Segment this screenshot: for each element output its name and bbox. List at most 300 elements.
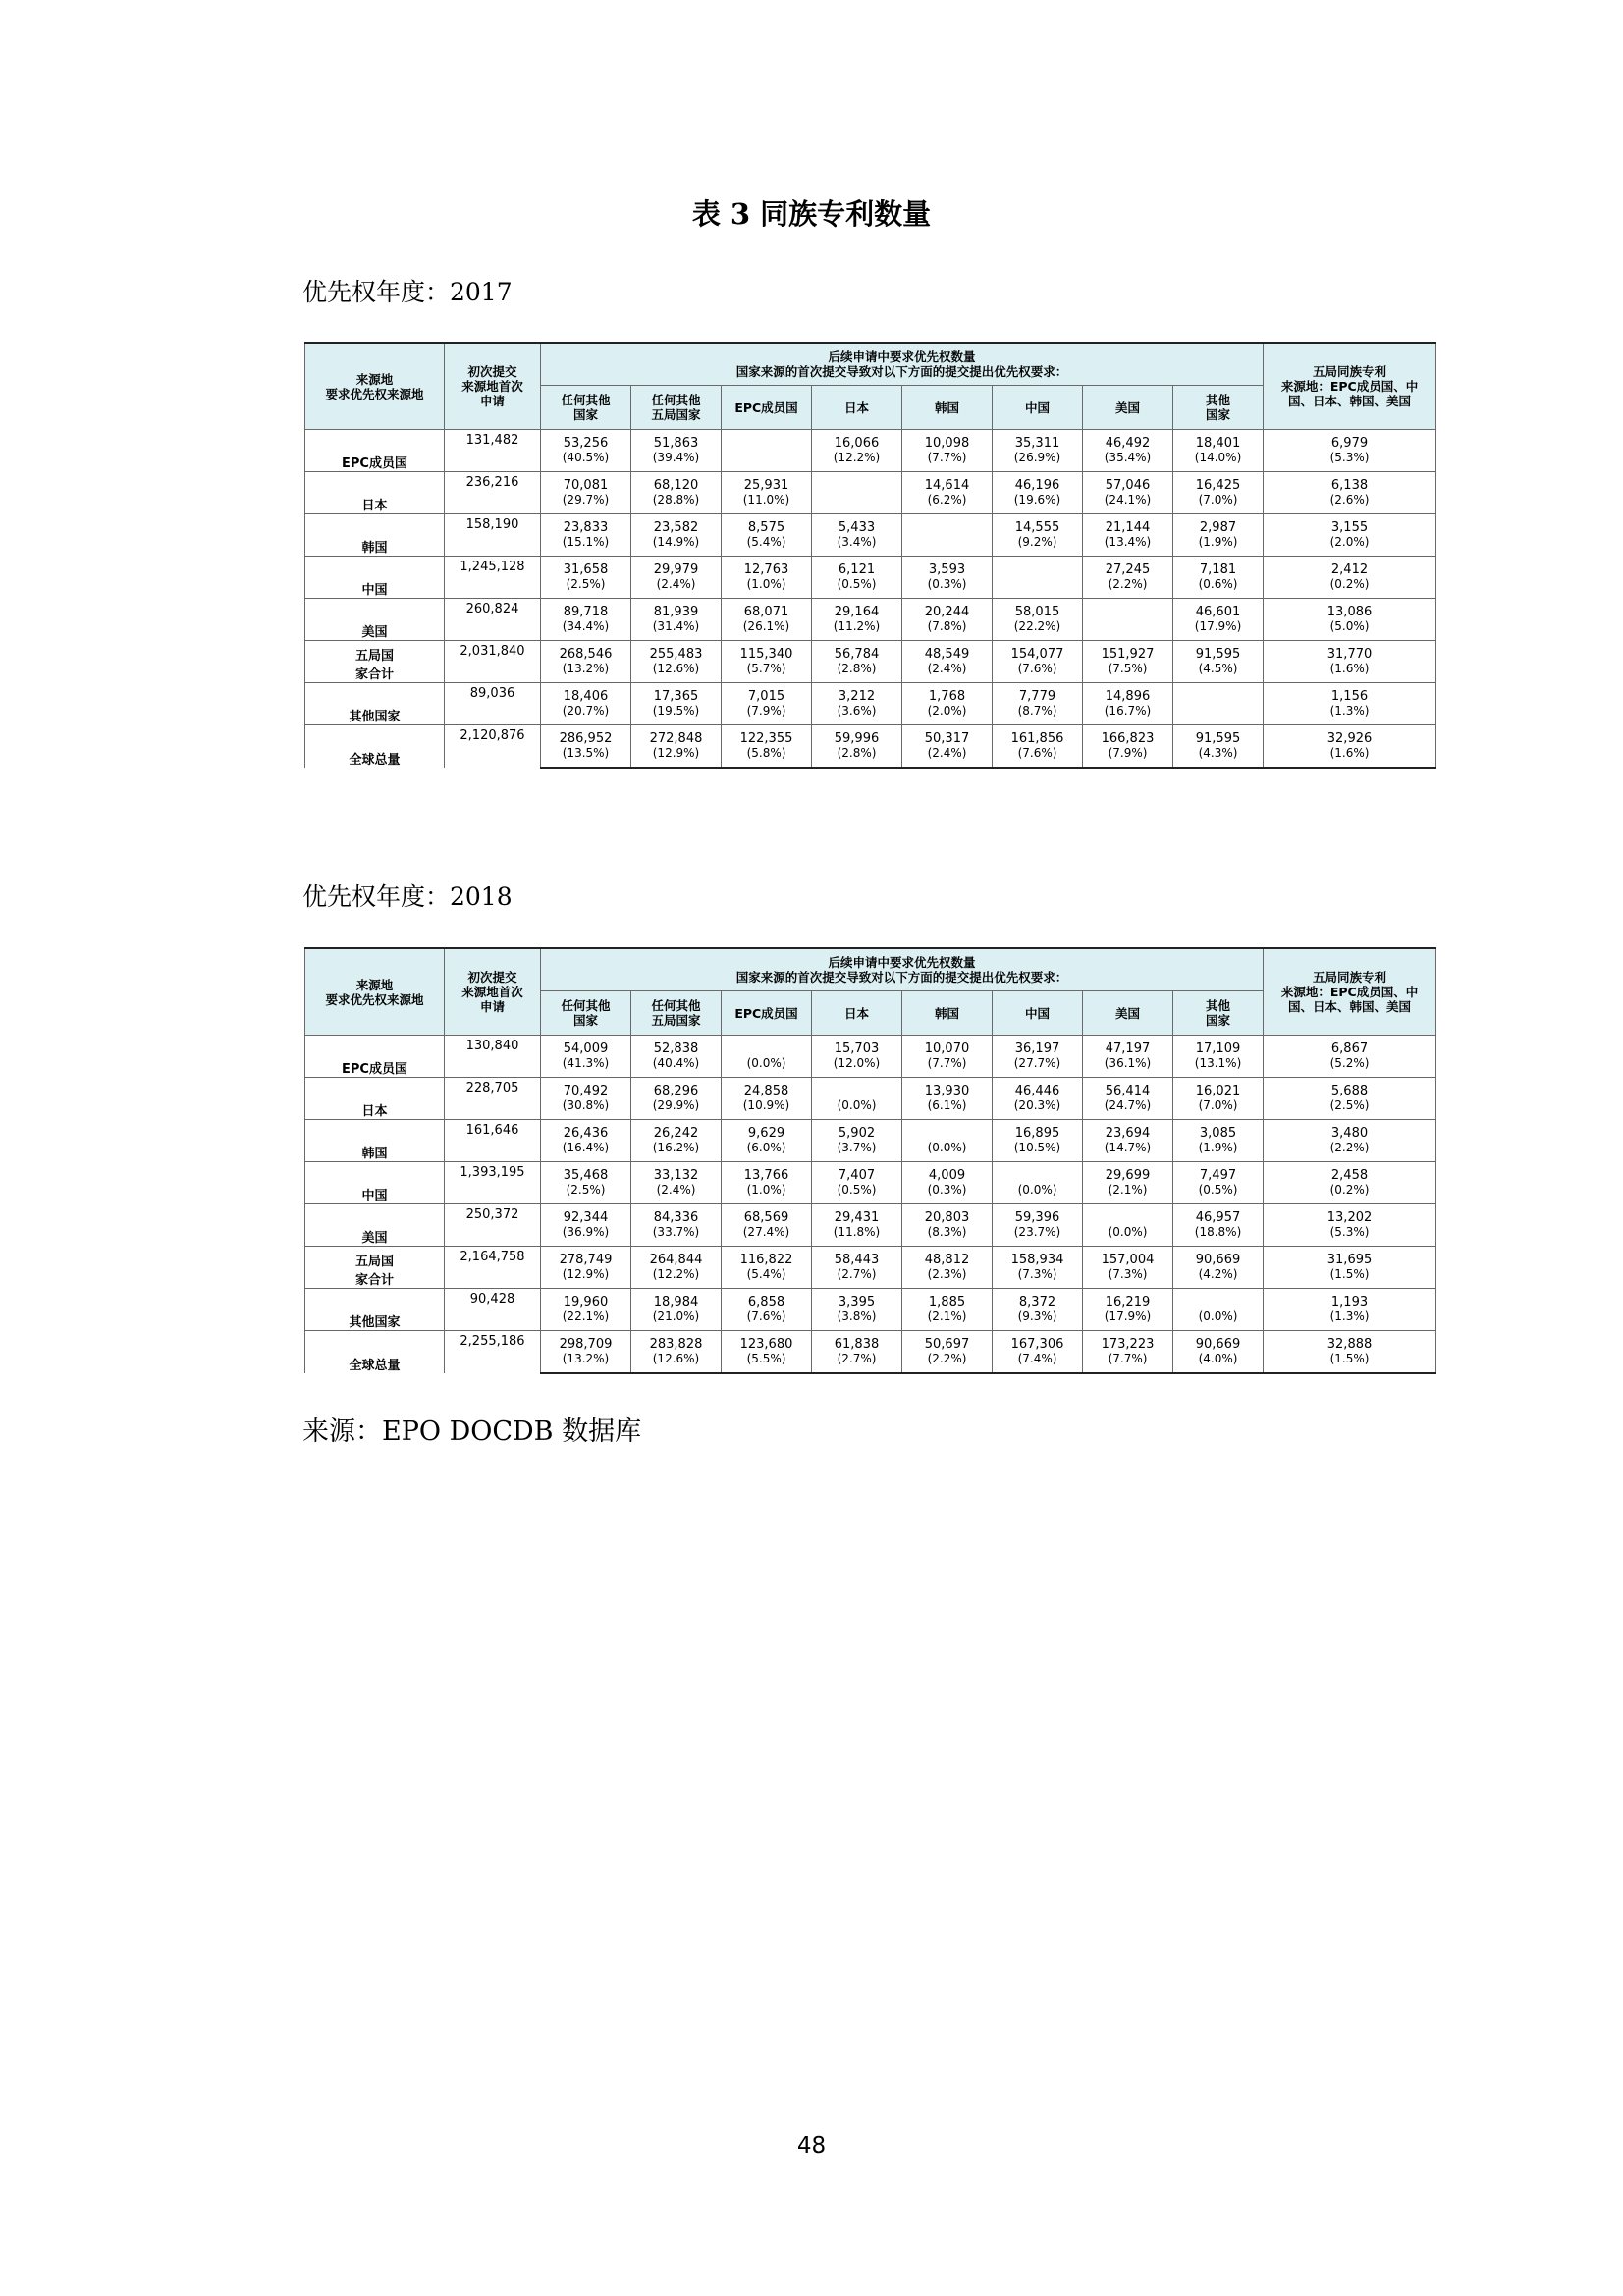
value-cell: 14,896 (1083, 683, 1173, 705)
value-cell: 10,098 (902, 430, 993, 452)
percent-cell (1173, 704, 1264, 725)
percent-cell (902, 535, 993, 557)
percent-cell: (33.7%) (631, 1225, 722, 1247)
header-col: 任何其他 五局国家 (631, 386, 722, 430)
value-cell: 68,569 (722, 1204, 812, 1226)
percent-cell: (13.1%) (1173, 1056, 1264, 1078)
percent-cell: (12.2%) (812, 451, 902, 472)
value-cell: 3,480 (1264, 1120, 1436, 1142)
percent-cell: (0.0%) (902, 1141, 993, 1162)
value-cell: 46,492 (1083, 430, 1173, 452)
value-cell: 47,197 (1083, 1036, 1173, 1057)
row-label: 日本 (305, 1078, 445, 1120)
header-col: 其他 国家 (1173, 991, 1264, 1036)
value-cell: 31,658 (541, 557, 631, 578)
first-filing-cell: 2,120,876 (445, 725, 541, 769)
percent-cell: (1.6%) (1264, 746, 1436, 768)
percent-cell: (21.0%) (631, 1309, 722, 1331)
value-cell: 123,680 (722, 1331, 812, 1353)
value-cell: 46,957 (1173, 1204, 1264, 1226)
value-cell: 116,822 (722, 1247, 812, 1268)
value-cell: 298,709 (541, 1331, 631, 1353)
percent-cell: (13.5%) (541, 746, 631, 768)
percent-cell: (36.9%) (541, 1225, 631, 1247)
value-cell: 2,412 (1264, 557, 1436, 578)
value-cell: 6,979 (1264, 430, 1436, 452)
percent-cell: (4.0%) (1173, 1352, 1264, 1373)
value-cell: 278,749 (541, 1247, 631, 1268)
value-cell: 46,446 (993, 1078, 1083, 1099)
percent-cell: (9.2%) (993, 535, 1083, 557)
percent-cell: (1.3%) (1264, 1309, 1436, 1331)
percent-cell: (2.5%) (541, 577, 631, 599)
value-cell: 59,396 (993, 1204, 1083, 1226)
percent-cell: (2.1%) (1083, 1183, 1173, 1204)
header-origin: 来源地 要求优先权来源地 (305, 948, 445, 1036)
value-cell: 7,407 (812, 1162, 902, 1184)
percent-cell: (0.2%) (1264, 577, 1436, 599)
value-cell: 16,066 (812, 430, 902, 452)
value-cell: 264,844 (631, 1247, 722, 1268)
first-filing-cell: 90,428 (445, 1289, 541, 1331)
value-cell: 173,223 (1083, 1331, 1173, 1353)
percent-cell: (2.4%) (631, 577, 722, 599)
value-cell: 13,086 (1264, 599, 1436, 620)
percent-cell: (12.9%) (631, 746, 722, 768)
percent-cell: (20.7%) (541, 704, 631, 725)
percent-cell: (27.4%) (722, 1225, 812, 1247)
percent-cell: (39.4%) (631, 451, 722, 472)
percent-cell: (2.0%) (1264, 535, 1436, 557)
value-cell: 92,344 (541, 1204, 631, 1226)
header-col: 任何其他 五局国家 (631, 991, 722, 1036)
value-cell: 18,984 (631, 1289, 722, 1310)
percent-cell: (7.0%) (1173, 493, 1264, 514)
percent-cell: (9.3%) (993, 1309, 1083, 1331)
table-2017 (304, 342, 1435, 769)
percent-cell: (0.0%) (722, 1056, 812, 1078)
first-filing-cell: 89,036 (445, 683, 541, 725)
percent-cell: (1.9%) (1173, 1141, 1264, 1162)
value-cell: 283,828 (631, 1331, 722, 1353)
value-cell: 18,401 (1173, 430, 1264, 452)
percent-cell: (5.8%) (722, 746, 812, 768)
percent-cell: (16.7%) (1083, 704, 1173, 725)
table-row (305, 683, 1436, 705)
percent-cell: (7.9%) (1083, 746, 1173, 768)
header-col: 美国 (1083, 386, 1173, 430)
table-row (305, 514, 1436, 536)
value-cell: 18,406 (541, 683, 631, 705)
percent-cell: (26.9%) (993, 451, 1083, 472)
value-cell: 70,081 (541, 472, 631, 494)
header-five-office: 五局同族专利 来源地：EPC成员国、中 国、日本、韩国、美国 (1264, 343, 1436, 430)
row-label: 中国 (305, 1162, 445, 1204)
percent-cell: (5.0%) (1264, 619, 1436, 641)
value-cell: 57,046 (1083, 472, 1173, 494)
value-cell: 26,436 (541, 1120, 631, 1142)
percent-cell: (11.0%) (722, 493, 812, 514)
value-cell: 68,071 (722, 599, 812, 620)
value-cell (722, 1036, 812, 1057)
value-cell: 17,365 (631, 683, 722, 705)
header-col: 中国 (993, 991, 1083, 1036)
percent-cell: (0.0%) (1083, 1225, 1173, 1247)
row-label: 全球总量 (305, 1331, 445, 1374)
percent-cell: (5.4%) (722, 1267, 812, 1289)
value-cell: 13,202 (1264, 1204, 1436, 1226)
percent-cell: (6.1%) (902, 1098, 993, 1120)
percent-cell: (7.4%) (993, 1352, 1083, 1373)
value-cell: 20,803 (902, 1204, 993, 1226)
value-cell: 7,497 (1173, 1162, 1264, 1184)
table-row (305, 557, 1436, 578)
table-row (305, 1036, 1436, 1057)
percent-cell: (26.1%) (722, 619, 812, 641)
percent-cell: (30.8%) (541, 1098, 631, 1120)
value-cell: 9,629 (722, 1120, 812, 1142)
percent-cell: (12.6%) (631, 1352, 722, 1373)
value-cell: 3,212 (812, 683, 902, 705)
header-col: 其他 国家 (1173, 386, 1264, 430)
first-filing-cell: 250,372 (445, 1204, 541, 1247)
percent-cell: (1.5%) (1264, 1352, 1436, 1373)
value-cell: 3,085 (1173, 1120, 1264, 1142)
percent-cell: (22.1%) (541, 1309, 631, 1331)
percent-cell: (31.4%) (631, 619, 722, 641)
percent-cell: (2.4%) (631, 1183, 722, 1204)
percent-cell: (7.3%) (993, 1267, 1083, 1289)
percent-cell: (2.5%) (541, 1183, 631, 1204)
value-cell: 26,242 (631, 1120, 722, 1142)
percent-cell: (1.0%) (722, 1183, 812, 1204)
value-cell: 17,109 (1173, 1036, 1264, 1057)
header-origin: 来源地 要求优先权来源地 (305, 343, 445, 430)
value-cell (722, 430, 812, 452)
percent-cell: (15.1%) (541, 535, 631, 557)
percent-cell: (5.3%) (1264, 1225, 1436, 1247)
percent-cell: (13.4%) (1083, 535, 1173, 557)
value-cell: 89,718 (541, 599, 631, 620)
value-cell: 33,132 (631, 1162, 722, 1184)
percent-cell: (4.5%) (1173, 662, 1264, 683)
row-label: 美国 (305, 599, 445, 641)
value-cell: 61,838 (812, 1331, 902, 1353)
value-cell: 56,784 (812, 641, 902, 663)
value-cell: 1,156 (1264, 683, 1436, 705)
percent-cell: (3.7%) (812, 1141, 902, 1162)
value-cell: 29,164 (812, 599, 902, 620)
value-cell: 20,244 (902, 599, 993, 620)
percent-cell: (4.2%) (1173, 1267, 1264, 1289)
percent-cell: (12.9%) (541, 1267, 631, 1289)
patent-family-table (304, 947, 1436, 1374)
percent-cell (812, 493, 902, 514)
value-cell (1083, 599, 1173, 620)
percent-cell: (19.5%) (631, 704, 722, 725)
table-row (305, 1162, 1436, 1184)
percent-cell: (7.7%) (902, 451, 993, 472)
percent-cell: (16.2%) (631, 1141, 722, 1162)
page-title: 表 3 同族专利数量 (691, 197, 932, 231)
value-cell: 8,575 (722, 514, 812, 536)
section-heading-2018: 优先权年度：2018 (302, 882, 513, 911)
header-col: 韩国 (902, 991, 993, 1036)
percent-cell: (1.0%) (722, 577, 812, 599)
value-cell: 81,939 (631, 599, 722, 620)
value-cell (993, 557, 1083, 578)
value-cell: 154,077 (993, 641, 1083, 663)
value-cell: 14,614 (902, 472, 993, 494)
row-label: 全球总量 (305, 725, 445, 769)
value-cell: 16,021 (1173, 1078, 1264, 1099)
percent-cell: (11.2%) (812, 619, 902, 641)
value-cell: 51,863 (631, 430, 722, 452)
header-col: EPC成员国 (722, 386, 812, 430)
row-label: 五局国 家合计 (305, 1247, 445, 1289)
value-cell: 161,856 (993, 725, 1083, 747)
value-cell: 13,930 (902, 1078, 993, 1099)
value-cell: 59,996 (812, 725, 902, 747)
value-cell: 46,601 (1173, 599, 1264, 620)
percent-cell: (0.2%) (1264, 1183, 1436, 1204)
value-cell: 68,120 (631, 472, 722, 494)
header-five-office: 五局同族专利 来源地：EPC成员国、中 国、日本、韩国、美国 (1264, 948, 1436, 1036)
value-cell: 54,009 (541, 1036, 631, 1057)
value-cell: 23,694 (1083, 1120, 1173, 1142)
percent-cell: (2.7%) (812, 1352, 902, 1373)
percent-cell: (5.5%) (722, 1352, 812, 1373)
percent-cell: (3.4%) (812, 535, 902, 557)
value-cell: 151,927 (1083, 641, 1173, 663)
row-label: 其他国家 (305, 1289, 445, 1331)
table-row (305, 472, 1436, 494)
value-cell: 27,245 (1083, 557, 1173, 578)
percent-cell: (8.3%) (902, 1225, 993, 1247)
row-label: 韩国 (305, 1120, 445, 1162)
row-label: 五局国 家合计 (305, 641, 445, 683)
value-cell: 31,770 (1264, 641, 1436, 663)
table-row (305, 1247, 1436, 1268)
percent-cell: (6.2%) (902, 493, 993, 514)
value-cell: 36,197 (993, 1036, 1083, 1057)
value-cell: 6,121 (812, 557, 902, 578)
percent-cell: (23.7%) (993, 1225, 1083, 1247)
percent-cell: (14.7%) (1083, 1141, 1173, 1162)
value-cell: 16,895 (993, 1120, 1083, 1142)
value-cell: 7,015 (722, 683, 812, 705)
first-filing-cell: 131,482 (445, 430, 541, 472)
percent-cell: (28.8%) (631, 493, 722, 514)
table-row (305, 1078, 1436, 1099)
percent-cell: (3.8%) (812, 1309, 902, 1331)
percent-cell: (4.3%) (1173, 746, 1264, 768)
percent-cell: (2.2%) (1083, 577, 1173, 599)
first-filing-cell: 1,393,195 (445, 1162, 541, 1204)
table-row (305, 1204, 1436, 1226)
value-cell: 48,812 (902, 1247, 993, 1268)
value-cell: 90,669 (1173, 1331, 1264, 1353)
value-cell: 115,340 (722, 641, 812, 663)
row-label: 韩国 (305, 514, 445, 557)
header-first-filing: 初次提交 来源地首次 申请 (445, 948, 541, 1036)
percent-cell: (1.3%) (1264, 704, 1436, 725)
percent-cell: (5.4%) (722, 535, 812, 557)
header-col: 任何其他 国家 (541, 991, 631, 1036)
header-col: 任何其他 国家 (541, 386, 631, 430)
value-cell: 6,858 (722, 1289, 812, 1310)
header-first-filing: 初次提交 来源地首次 申请 (445, 343, 541, 430)
percent-cell: (1.9%) (1173, 535, 1264, 557)
percent-cell: (16.4%) (541, 1141, 631, 1162)
percent-cell: (12.0%) (812, 1056, 902, 1078)
row-label: 美国 (305, 1204, 445, 1247)
percent-cell: (12.6%) (631, 662, 722, 683)
value-cell: 15,703 (812, 1036, 902, 1057)
table-2018 (304, 947, 1435, 1374)
percent-cell: (2.4%) (902, 662, 993, 683)
row-label: 日本 (305, 472, 445, 514)
percent-cell: (2.8%) (812, 662, 902, 683)
value-cell: 286,952 (541, 725, 631, 747)
percent-cell: (35.4%) (1083, 451, 1173, 472)
first-filing-cell: 161,646 (445, 1120, 541, 1162)
percent-cell: (17.9%) (1173, 619, 1264, 641)
value-cell: 2,987 (1173, 514, 1264, 536)
value-cell: 29,431 (812, 1204, 902, 1226)
header-col: EPC成员国 (722, 991, 812, 1036)
value-cell: 10,070 (902, 1036, 993, 1057)
percent-cell: (2.2%) (1264, 1141, 1436, 1162)
percent-cell: (0.3%) (902, 1183, 993, 1204)
percent-cell: (7.6%) (993, 662, 1083, 683)
value-cell: 53,256 (541, 430, 631, 452)
percent-cell: (7.7%) (902, 1056, 993, 1078)
value-cell (1083, 1204, 1173, 1226)
percent-cell: (22.2%) (993, 619, 1083, 641)
value-cell: 4,009 (902, 1162, 993, 1184)
percent-cell: (13.2%) (541, 662, 631, 683)
value-cell: 7,779 (993, 683, 1083, 705)
percent-cell: (0.5%) (812, 1183, 902, 1204)
percent-cell: (13.2%) (541, 1352, 631, 1373)
value-cell: 1,193 (1264, 1289, 1436, 1310)
row-label: EPC成员国 (305, 430, 445, 472)
value-cell: 14,555 (993, 514, 1083, 536)
value-cell: 158,934 (993, 1247, 1083, 1268)
table-row (305, 1120, 1436, 1142)
value-cell: 25,931 (722, 472, 812, 494)
first-filing-cell: 228,705 (445, 1078, 541, 1120)
value-cell: 7,181 (1173, 557, 1264, 578)
value-cell: 1,768 (902, 683, 993, 705)
percent-cell: (3.6%) (812, 704, 902, 725)
percent-cell: (14.9%) (631, 535, 722, 557)
value-cell: 3,593 (902, 557, 993, 578)
value-cell (1173, 683, 1264, 705)
header-col: 日本 (812, 991, 902, 1036)
value-cell: 46,196 (993, 472, 1083, 494)
value-cell: 50,697 (902, 1331, 993, 1353)
percent-cell: (7.0%) (1173, 1098, 1264, 1120)
value-cell: 166,823 (1083, 725, 1173, 747)
value-cell: 32,888 (1264, 1331, 1436, 1353)
percent-cell: (2.0%) (902, 704, 993, 725)
value-cell: 29,699 (1083, 1162, 1173, 1184)
percent-cell: (1.6%) (1264, 662, 1436, 683)
value-cell (812, 1078, 902, 1099)
first-filing-cell: 236,216 (445, 472, 541, 514)
table-row (305, 599, 1436, 620)
row-label: 其他国家 (305, 683, 445, 725)
header-subsequent: 后续申请中要求优先权数量 国家来源的首次提交导致对以下方面的提交提出优先权要求： (541, 343, 1264, 386)
value-cell: 3,395 (812, 1289, 902, 1310)
percent-cell: (10.5%) (993, 1141, 1083, 1162)
header-col: 美国 (1083, 991, 1173, 1036)
percent-cell: (7.5%) (1083, 662, 1173, 683)
value-cell: 6,138 (1264, 472, 1436, 494)
percent-cell: (5.2%) (1264, 1056, 1436, 1078)
percent-cell: (5.7%) (722, 662, 812, 683)
percent-cell: (41.3%) (541, 1056, 631, 1078)
patent-family-table (304, 342, 1436, 769)
percent-cell: (29.9%) (631, 1098, 722, 1120)
percent-cell: (40.4%) (631, 1056, 722, 1078)
value-cell: 56,414 (1083, 1078, 1173, 1099)
value-cell: 268,546 (541, 641, 631, 663)
percent-cell: (11.8%) (812, 1225, 902, 1247)
value-cell: 5,433 (812, 514, 902, 536)
section-heading-2017: 优先权年度：2017 (302, 278, 513, 306)
value-cell: 272,848 (631, 725, 722, 747)
row-label: 中国 (305, 557, 445, 599)
percent-cell: (2.1%) (902, 1309, 993, 1331)
header-col: 韩国 (902, 386, 993, 430)
percent-cell: (7.9%) (722, 704, 812, 725)
value-cell: 70,492 (541, 1078, 631, 1099)
percent-cell: (20.3%) (993, 1098, 1083, 1120)
percent-cell: (2.6%) (1264, 493, 1436, 514)
percent-cell: (24.1%) (1083, 493, 1173, 514)
value-cell: 5,688 (1264, 1078, 1436, 1099)
value-cell: 32,926 (1264, 725, 1436, 747)
percent-cell: (2.8%) (812, 746, 902, 768)
value-cell: 167,306 (993, 1331, 1083, 1353)
header-subsequent: 后续申请中要求优先权数量 国家来源的首次提交导致对以下方面的提交提出优先权要求： (541, 948, 1264, 991)
value-cell: 23,582 (631, 514, 722, 536)
percent-cell: (0.0%) (1173, 1309, 1264, 1331)
value-cell: 16,425 (1173, 472, 1264, 494)
value-cell: 13,766 (722, 1162, 812, 1184)
value-cell: 52,838 (631, 1036, 722, 1057)
table-row (305, 430, 1436, 452)
percent-cell: (5.3%) (1264, 451, 1436, 472)
value-cell: 48,549 (902, 641, 993, 663)
first-filing-cell: 158,190 (445, 514, 541, 557)
value-cell: 58,015 (993, 599, 1083, 620)
value-cell (902, 514, 993, 536)
value-cell: 255,483 (631, 641, 722, 663)
percent-cell: (19.6%) (993, 493, 1083, 514)
percent-cell: (2.5%) (1264, 1098, 1436, 1120)
value-cell: 1,885 (902, 1289, 993, 1310)
percent-cell: (7.8%) (902, 619, 993, 641)
table-row (305, 1289, 1436, 1310)
first-filing-cell: 260,824 (445, 599, 541, 641)
percent-cell: (1.5%) (1264, 1267, 1436, 1289)
first-filing-cell: 2,164,758 (445, 1247, 541, 1289)
percent-cell: (0.0%) (993, 1183, 1083, 1204)
